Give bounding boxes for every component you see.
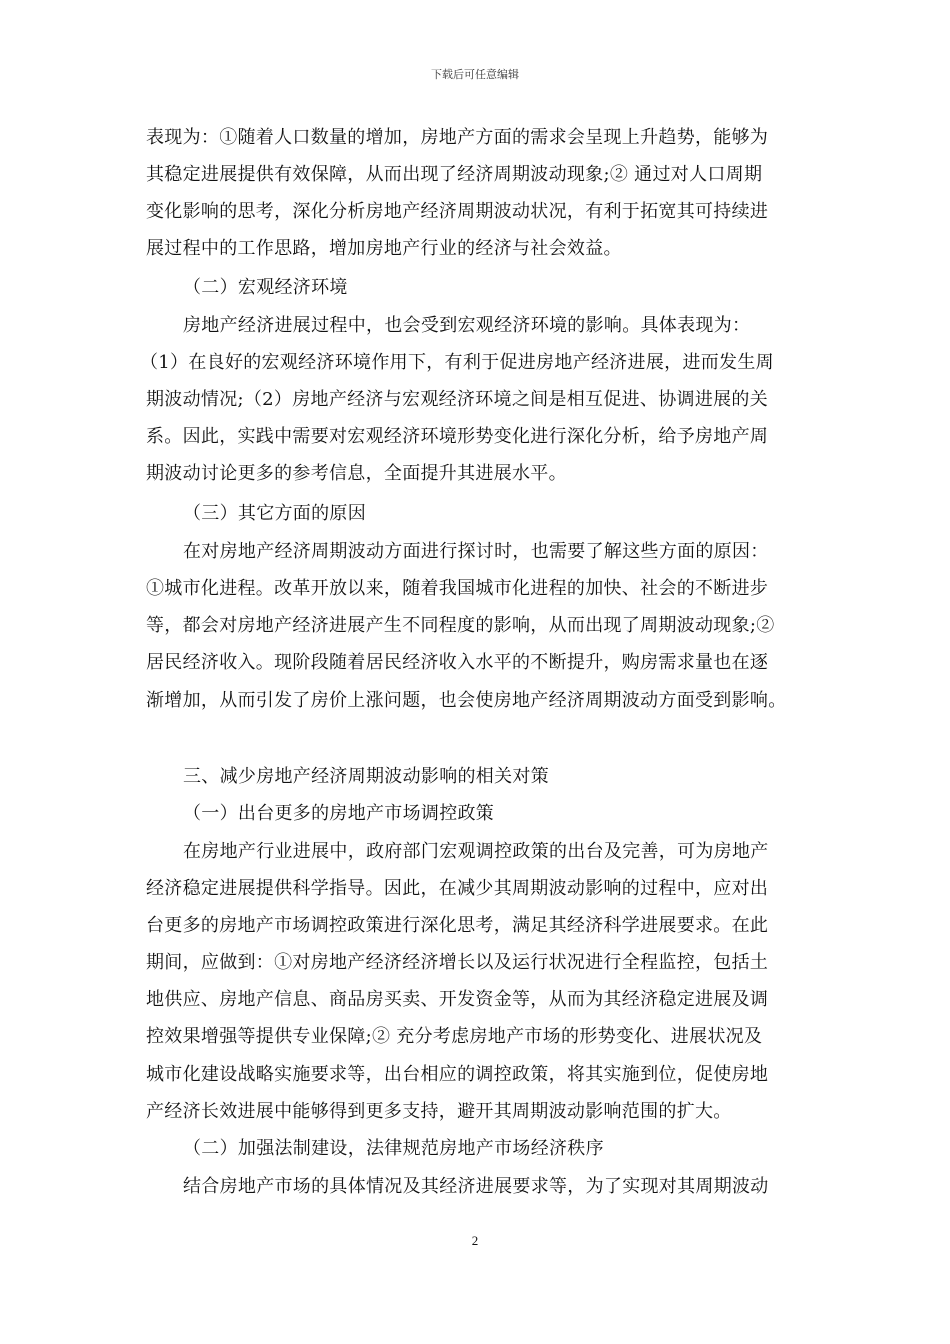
section-heading: （二）宏观经济环境 (183, 277, 348, 298)
body-line: 等，都会对房地产经济进展产生不同程度的影响，从而出现了周期波动现象;② (146, 615, 775, 636)
body-line: 变化影响的思考，深化分析房地产经济周期波动状况，有利于拓宽其可持续进 (146, 201, 769, 222)
section-heading: （三）其它方面的原因 (183, 503, 366, 524)
section-heading: （二）加强法制建设，法律规范房地产市场经济秩序 (183, 1138, 604, 1159)
body-line: 居民经济收入。现阶段随着居民经济收入水平的不断提升，购房需求量也在逐 (146, 652, 769, 673)
body-line: 期间，应做到：①对房地产经济经济增长以及运行状况进行全程监控，包括土 (146, 952, 769, 973)
body-line: 系。因此，实践中需要对宏观经济环境形势变化进行深化分析，给予房地产周 (146, 426, 769, 447)
body-line: 渐增加，从而引发了房价上涨问题，也会使房地产经济周期波动方面受到影响。 (146, 690, 787, 711)
body-line: 地供应、房地产信息、商品房买卖、开发资金等，从而为其经济稳定进展及调 (146, 989, 769, 1010)
body-line: 在房地产行业进展中，政府部门宏观调控政策的出台及完善，可为房地产 (183, 841, 769, 862)
body-line: 期波动情况;（2）房地产经济与宏观经济环境之间是相互促进、协调进展的关 (146, 389, 769, 410)
body-line: 控效果增强等提供专业保障;② 充分考虑房地产市场的形势变化、进展状况及 (146, 1026, 763, 1047)
body-line: 期波动讨论更多的参考信息，全面提升其进展水平。 (146, 463, 567, 484)
body-line: 产经济长效进展中能够得到更多支持，避开其周期波动影响范围的扩大。 (146, 1101, 732, 1122)
body-line: 表现为：①随着人口数量的增加，房地产方面的需求会呈现上升趋势，能够为 (146, 127, 769, 148)
body-line: （1）在良好的宏观经济环境作用下，有利于促进房地产经济进展，进而发生周 (140, 352, 774, 373)
body-line: 经济稳定进展提供科学指导。因此，在减少其周期波动影响的过程中，应对出 (146, 878, 769, 899)
body-line: 其稳定进展提供有效保障，从而出现了经济周期波动现象;② 通过对人口周期 (146, 164, 763, 185)
body-line: 结合房地产市场的具体情况及其经济进展要求等，为了实现对其周期波动 (183, 1176, 769, 1197)
body-line: ①城市化进程。改革开放以来，随着我国城市化进程的加快、社会的不断进步 (146, 578, 769, 599)
body-line: 在对房地产经济周期波动方面进行探讨时，也需要了解这些方面的原因： (183, 541, 769, 562)
body-line: 城市化建设战略实施要求等，出台相应的调控政策，将其实施到位，促使房地 (146, 1064, 769, 1085)
section-heading: （一）出台更多的房地产市场调控政策 (183, 803, 495, 824)
body-line: 台更多的房地产市场调控政策进行深化思考，满足其经济科学进展要求。在此 (146, 915, 769, 936)
page-number: 2 (471, 1233, 479, 1248)
chapter-heading: 三、减少房地产经济周期波动影响的相关对策 (183, 766, 549, 787)
body-line: 展过程中的工作思路，增加房地产行业的经济与社会效益。 (146, 238, 622, 259)
body-line: 房地产经济进展过程中，也会受到宏观经济环境的影响。具体表现为： (183, 315, 751, 336)
page-header: 下载后可任意编辑 (431, 68, 519, 81)
